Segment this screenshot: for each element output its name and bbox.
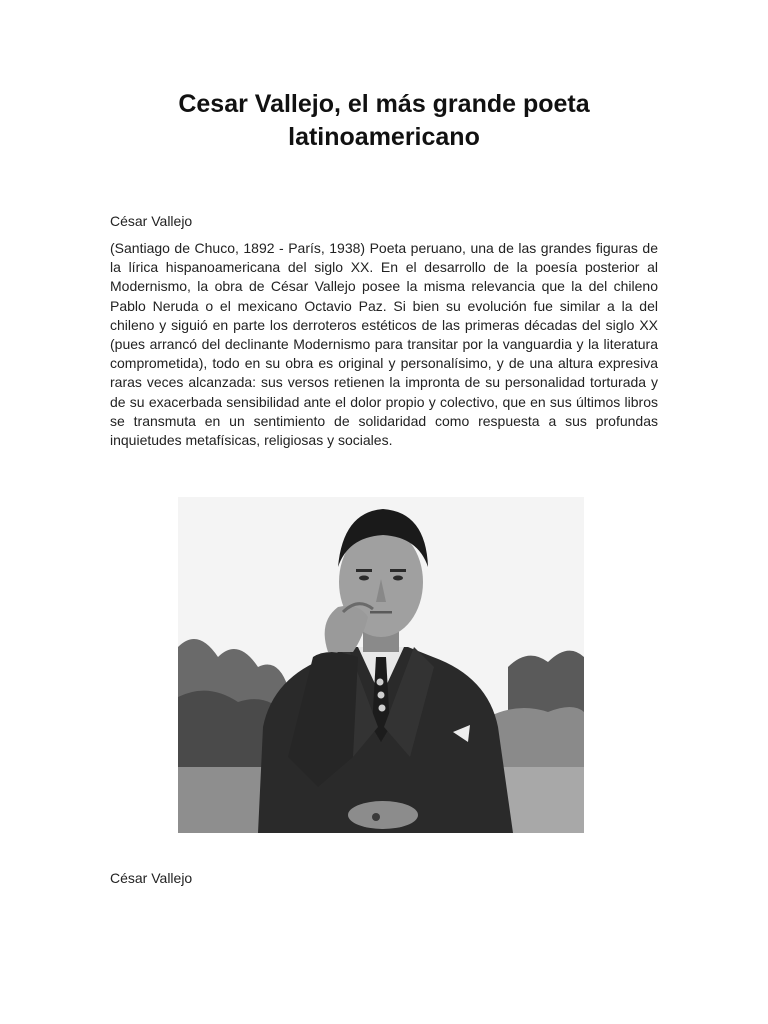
page-title: Cesar Vallejo, el más grande poeta latinoamericano (178, 90, 590, 151)
portrait-illustration (178, 497, 584, 833)
biography-paragraph: (Santiago de Chuco, 1892 - París, 1938) Poeta peruano, una de las grandes figuras de la lírica hispanoamericana del siglo XX. En el desarrollo de la poesía posterior al Modernismo, la obra de César Vallejo posee la misma relevancia que la del chileno Pablo Neruda o el mexicano Octavio Paz. Si bien su evolución fue similar a la del chileno y siguió en parte los derroteros estéticos de las primeras décadas del siglo XX (pues arrancó del declinante Modernismo para transitar por la vanguardia y la literatura comprometida), todo en su obra es original y personalísimo, y de una altura expresiva raras veces alcanzada: sus versos retienen la impronta de su personalidad torturada y de su exacerbada sensibilidad ante el dolor propio y colectivo, que en sus últimos libros se transmuta en un sentimiento de solidaridad como respuesta a sus profundas inquietudes metafísicas, religiosas y sociales. (110, 240, 658, 449)
portrait-photo (178, 497, 584, 833)
author-name-label: César Vallejo (110, 213, 193, 229)
photo-caption: César Vallejo (110, 870, 193, 886)
